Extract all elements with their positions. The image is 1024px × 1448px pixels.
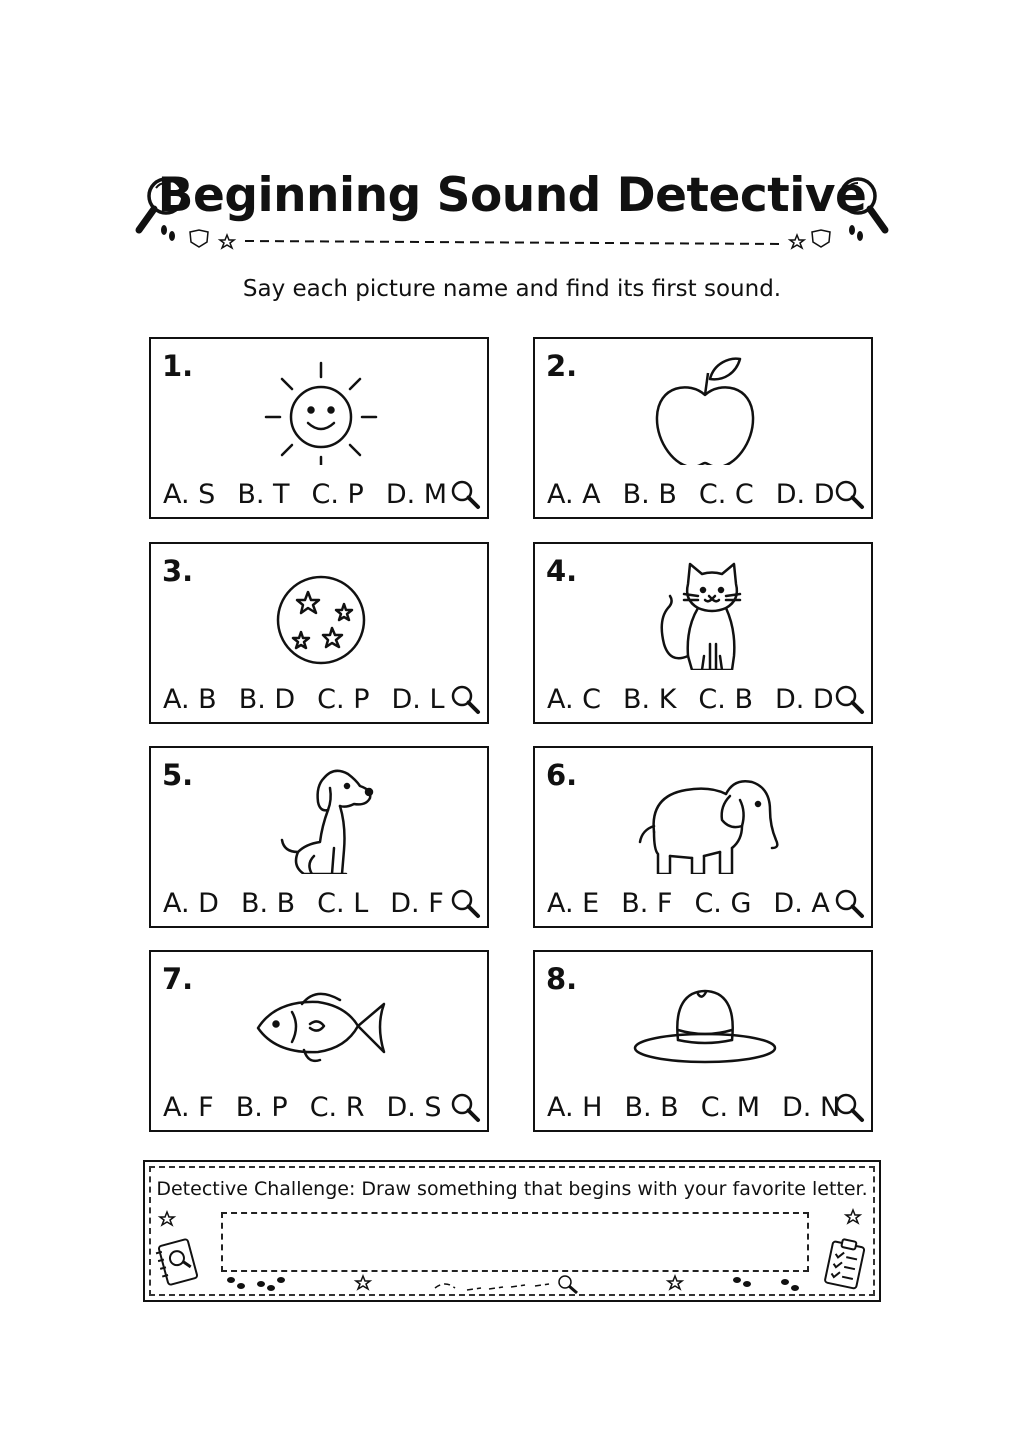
answer-options bbox=[163, 888, 466, 919]
option-c[interactable]: C. M bbox=[700, 1092, 761, 1123]
option-b[interactable]: B. P bbox=[235, 1092, 288, 1123]
instructions: Say each picture name and find its first sound. bbox=[242, 276, 782, 302]
elephant-icon bbox=[630, 756, 780, 874]
footprint-trail-decoration bbox=[150, 218, 874, 258]
option-d[interactable]: D. F bbox=[390, 888, 444, 919]
answer-options bbox=[163, 684, 466, 715]
option-b[interactable]: B. B bbox=[622, 479, 677, 510]
option-d[interactable]: D. N bbox=[782, 1092, 841, 1123]
ball-icon bbox=[246, 552, 396, 670]
option-d[interactable]: D. L bbox=[391, 684, 445, 715]
magnifying-glass-icon bbox=[833, 887, 865, 919]
magnifying-glass-icon bbox=[833, 1091, 865, 1123]
question-number: 2. bbox=[546, 349, 578, 383]
apple-icon bbox=[630, 347, 780, 465]
option-a[interactable]: A. B bbox=[163, 684, 217, 715]
stars-footprints-decoration bbox=[145, 1162, 883, 1304]
page-title: Beginning Sound Detective bbox=[157, 168, 867, 223]
option-c[interactable]: C. B bbox=[698, 684, 753, 715]
option-d[interactable]: D. A bbox=[773, 888, 830, 919]
answer-options bbox=[163, 479, 469, 510]
option-c[interactable]: C. G bbox=[694, 888, 752, 919]
question-number: 3. bbox=[162, 554, 194, 588]
magnifying-glass-icon bbox=[449, 887, 481, 919]
magnifying-glass-icon bbox=[833, 478, 865, 510]
option-c[interactable]: C. L bbox=[317, 888, 369, 919]
option-c[interactable]: C. P bbox=[317, 684, 370, 715]
question-number: 6. bbox=[546, 758, 578, 792]
hat-icon bbox=[630, 960, 780, 1078]
option-b[interactable]: B. T bbox=[237, 479, 290, 510]
option-d[interactable]: D. M bbox=[385, 479, 448, 510]
question-card-8 bbox=[533, 950, 873, 1132]
answer-options bbox=[547, 479, 856, 510]
magnifying-glass-icon bbox=[833, 683, 865, 715]
question-number: 4. bbox=[546, 554, 578, 588]
answer-options bbox=[547, 684, 856, 715]
magnifying-glass-icon bbox=[449, 683, 481, 715]
option-a[interactable]: A. D bbox=[163, 888, 219, 919]
option-c[interactable]: C. R bbox=[309, 1092, 365, 1123]
option-c[interactable]: C. C bbox=[698, 479, 754, 510]
option-d[interactable]: D. D bbox=[774, 684, 834, 715]
answer-options bbox=[163, 1092, 464, 1123]
question-card-5 bbox=[149, 746, 489, 928]
option-b[interactable]: B. K bbox=[623, 684, 677, 715]
option-a[interactable]: A. H bbox=[547, 1092, 603, 1123]
question-number: 1. bbox=[162, 349, 194, 383]
option-a[interactable]: A. A bbox=[547, 479, 601, 510]
question-card-2 bbox=[533, 337, 873, 519]
question-card-7 bbox=[149, 950, 489, 1132]
question-number: 8. bbox=[546, 962, 578, 996]
answer-options bbox=[547, 888, 852, 919]
question-number: 7. bbox=[162, 962, 194, 996]
option-d[interactable]: D. S bbox=[386, 1092, 442, 1123]
option-b[interactable]: B. D bbox=[238, 684, 296, 715]
option-b[interactable]: B. B bbox=[624, 1092, 679, 1123]
cat-icon bbox=[630, 552, 780, 670]
option-b[interactable]: B. F bbox=[621, 888, 673, 919]
challenge-prompt: Detective Challenge: Draw something that begins with your favorite letter. bbox=[156, 1178, 868, 1200]
fish-icon bbox=[246, 960, 396, 1078]
option-a[interactable]: A. E bbox=[547, 888, 600, 919]
sun-icon bbox=[246, 347, 396, 465]
question-card-6 bbox=[533, 746, 873, 928]
detective-challenge-box bbox=[143, 1160, 881, 1302]
option-c[interactable]: C. P bbox=[311, 479, 364, 510]
option-b[interactable]: B. B bbox=[240, 888, 296, 919]
option-d[interactable]: D. D bbox=[775, 479, 835, 510]
dog-icon bbox=[246, 756, 396, 874]
question-number: 5. bbox=[162, 758, 194, 792]
question-card-1 bbox=[149, 337, 489, 519]
option-a[interactable]: A. C bbox=[547, 684, 602, 715]
option-a[interactable]: A. S bbox=[163, 479, 216, 510]
question-card-4 bbox=[533, 542, 873, 724]
question-card-3 bbox=[149, 542, 489, 724]
answer-options bbox=[547, 1092, 862, 1123]
magnifying-glass-icon bbox=[449, 1091, 481, 1123]
option-a[interactable]: A. F bbox=[163, 1092, 214, 1123]
magnifying-glass-icon bbox=[449, 478, 481, 510]
